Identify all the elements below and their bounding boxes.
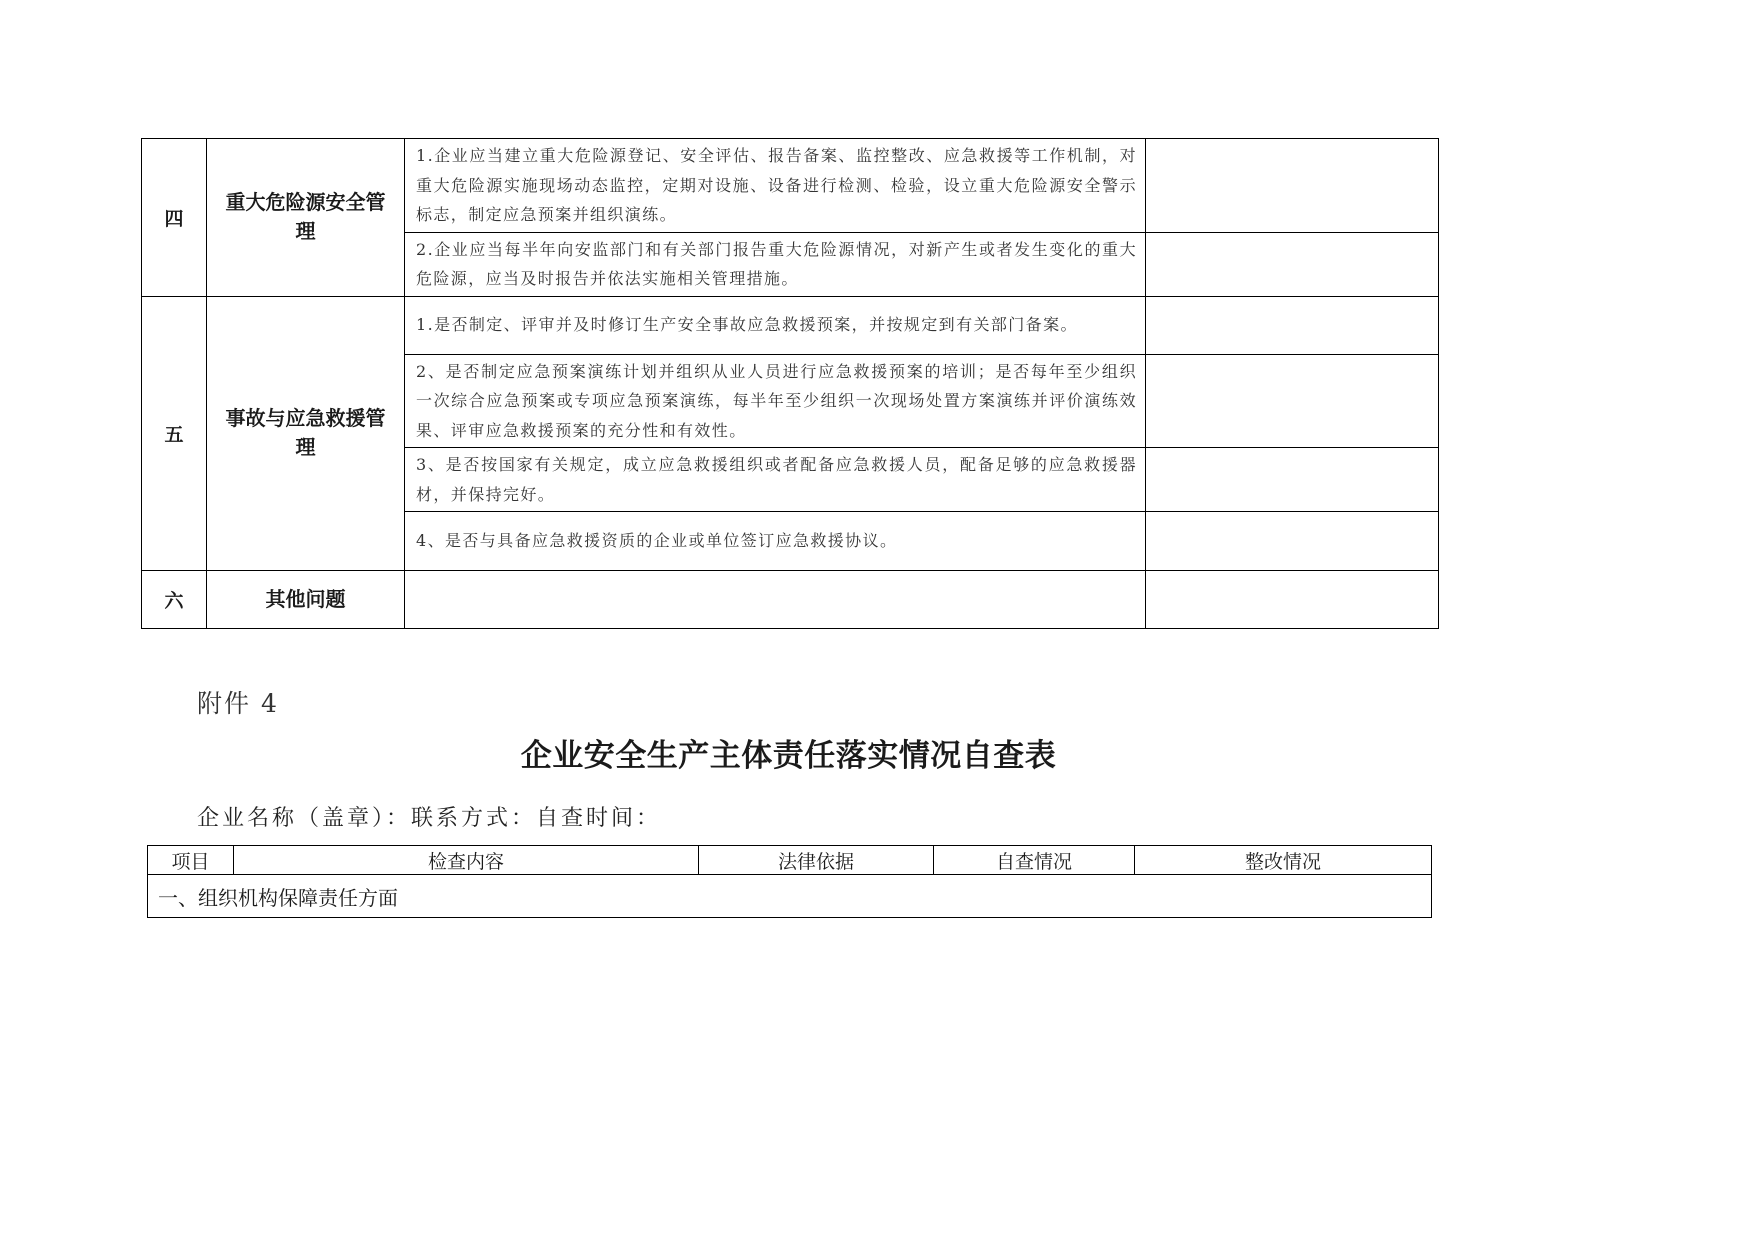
header-project: 项目 (148, 846, 234, 875)
check-item: 2.企业应当每半年向安监部门和有关部门报告重大危险源情况，对新产生或者发生变化的重大危险源，应当及时报告并依法实施相关管理措施。 (405, 232, 1146, 296)
table-header-row (148, 846, 1432, 875)
row-category: 重大危险源安全管理 (207, 139, 405, 297)
result-cell[interactable] (1146, 139, 1439, 233)
result-cell[interactable] (1146, 232, 1439, 296)
check-item: 4、是否与具备应急救援资质的企业或单位签订应急救援协议。 (405, 512, 1146, 571)
check-item: 1.企业应当建立重大危险源登记、安全评估、报告备案、监控整改、应急救援等工作机制，对重大危险源实施现场动态监控，定期对设施、设备进行检测、检验，设立重大危险源安全警示标志，制定应急预案并组织演练。 (405, 139, 1146, 233)
self-check-table (147, 845, 1432, 918)
check-item[interactable] (405, 571, 1146, 629)
company-info-line: 企业名称（盖章）：联系方式：自查时间： (197, 806, 662, 831)
table-row (148, 875, 1432, 918)
row-category: 其他问题 (207, 571, 405, 629)
row-number: 四 (142, 139, 207, 297)
header-self-check: 自查情况 (934, 846, 1135, 875)
check-item: 3、是否按国家有关规定，成立应急救援组织或者配备应急救援人员，配备足够的应急救援器材，并保持完好。 (405, 448, 1146, 512)
header-rectification: 整改情况 (1135, 846, 1432, 875)
row-number: 六 (142, 571, 207, 629)
document-title: 企业安全生产主体责任落实情况自查表 (520, 738, 1057, 774)
row-number: 五 (142, 296, 207, 571)
check-item: 2、是否制定应急预案演练计划并组织从业人员进行应急救援预案的培训；是否每年至少组织一次综合应急预案或专项应急预案演练，每半年至少组织一次现场处置方案演练并评价演练效果、评审应急救援预案的充分性和有效性。 (405, 354, 1146, 448)
result-cell[interactable] (1146, 512, 1439, 571)
result-cell[interactable] (1146, 448, 1439, 512)
attachment-label: 附件 4 (197, 689, 279, 718)
header-check-content: 检查内容 (234, 846, 699, 875)
result-cell[interactable] (1146, 571, 1439, 629)
table-row (142, 296, 1439, 354)
result-cell[interactable] (1146, 354, 1439, 448)
result-cell[interactable] (1146, 296, 1439, 354)
section-heading: 一、组织机构保障责任方面 (148, 875, 1432, 918)
table-row (142, 139, 1439, 233)
inspection-table-continued (141, 138, 1439, 629)
check-item: 1.是否制定、评审并及时修订生产安全事故应急救援预案，并按规定到有关部门备案。 (405, 296, 1146, 354)
row-category: 事故与应急救援管理 (207, 296, 405, 571)
header-legal-basis: 法律依据 (699, 846, 934, 875)
table-row (142, 571, 1439, 629)
